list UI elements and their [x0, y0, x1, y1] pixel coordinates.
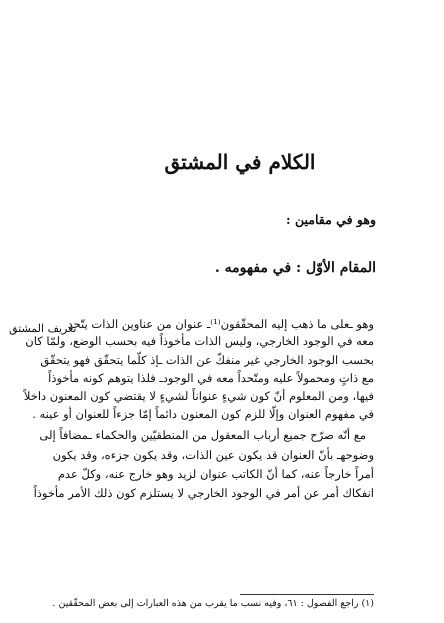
body-line: مع أنّه صرّح جميع أرباب المعقول من المنطقيّين والحكماء ـمضافاً إلى	[39, 428, 366, 442]
footnote: (١) راجع الفصول : ٦١، وفيه نسب ما يقرب من هذه العبارات إلى بعض المحقّقين .	[52, 598, 374, 609]
body-line: وهو ـعلى ما ذهب إليه المحقّقون⁽¹⁾ـ عنوان من عناوين الذات يتّحد	[67, 317, 374, 331]
body-line: فيها، ومن المعلوم أنّ كون شيءٍ عنواناً لشيءٍ لا يقتضي كون المعنون داخلاً	[23, 389, 374, 403]
body-line: معه في الوجود الخارجي، وليس الذات مأخوذاً فيه بحسب الوضع، ولمّا كان	[25, 334, 374, 348]
footnote-divider	[240, 594, 374, 595]
body-line: أمراً خارجاً عنه، كما أنّ الكاتب عنوان لزيد وهو خارج عنه، وكلّ عدم	[57, 467, 374, 481]
body-line: وضوحهـ بأنّ العنوان قد يكون عين الذات، وقد يكون جزءه، وقد يكون	[52, 448, 374, 462]
section-heading: المقام الأوّل : في مفهومه .	[214, 260, 376, 276]
body-line: مع ذاتٍ ومحمولاً عليه ومتّحداً معه في الوجودـ فلذا يتوهم كونه مأخوذاً	[48, 371, 374, 385]
body-line: بحسب الوجود الخارجي غير منفكّ عن الذات ـإذ كلّما يتحقّق فهو يتحقّق	[40, 353, 374, 367]
intro-line: وهو في مقامين :	[286, 212, 376, 227]
body-line: انفكاك أمر عن أمر في الوجود الخارجي لا يستلزم كون ذلك الأمر مأخوذاً	[33, 486, 374, 500]
chapter-title: الكلام في المشتق	[164, 150, 316, 174]
margin-note: تعريف المشتق	[9, 322, 77, 335]
body-line: في مفهوم العنوان وإلّا للزم كون المعنون دائماً إمّا جزءاً للعنوان أو عينه .	[32, 407, 374, 421]
